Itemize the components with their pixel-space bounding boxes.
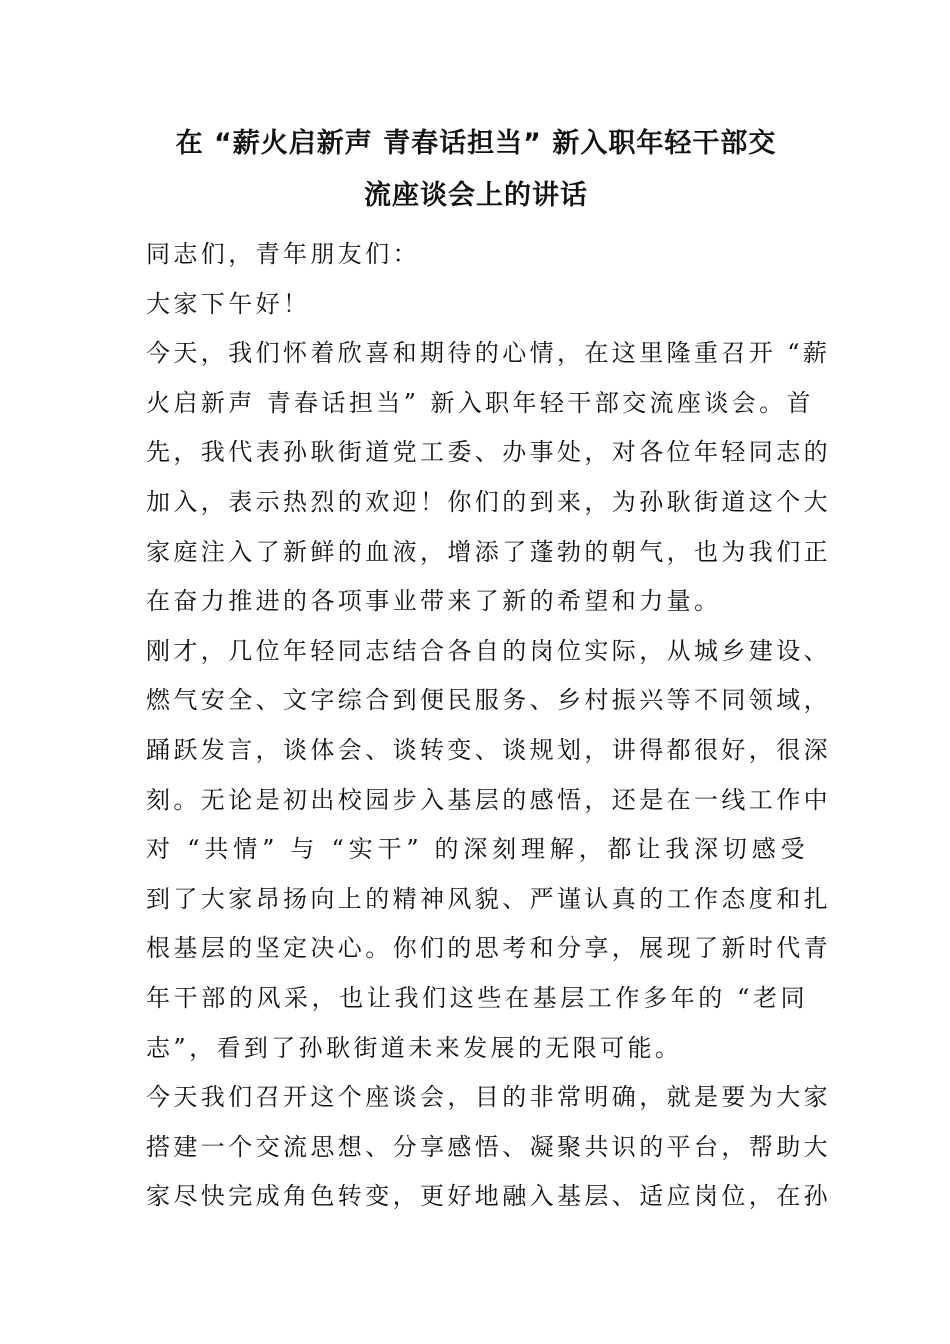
body-line: 火启新声 青春话担当” 新入职年轻干部交流座谈会。首 bbox=[146, 388, 814, 417]
body-line: 在奋力推进的各项事业带来了新的希望和力量。 bbox=[146, 587, 722, 616]
body-line: 根基层的坚定决心。你们的思考和分享，展现了新时代青 bbox=[146, 934, 831, 963]
body-line: 刚才，几位年轻同志结合各自的岗位实际，从城乡建设、 bbox=[146, 636, 831, 665]
body-line: 大家下午好！ bbox=[146, 289, 311, 318]
body-line: 燃气安全、文字综合到便民服务、乡村振兴等不同领域， bbox=[146, 686, 831, 715]
body-line: 家庭注入了新鲜的血液，增添了蓬勃的朝气，也为我们正 bbox=[146, 537, 831, 566]
body-line: 加入，表示热烈的欢迎！你们的到来，为孙耿街道这个大 bbox=[146, 487, 831, 516]
body-line: 到了大家昂扬向上的精神风貌、严谨认真的工作态度和扎 bbox=[146, 884, 831, 913]
body-line: 家尽快完成角色转变，更好地融入基层、适应岗位，在孙 bbox=[146, 1182, 831, 1211]
title-line: 流座谈会上的讲话 bbox=[364, 180, 588, 211]
body-line: 先，我代表孙耿街道党工委、办事处，对各位年轻同志的 bbox=[146, 438, 831, 467]
body-line: 踊跃发言，谈体会、谈转变、谈规划，讲得都很好，很深 bbox=[146, 735, 831, 764]
body-line: 今天，我们怀着欣喜和期待的心情，在这里隆重召开 “薪 bbox=[146, 339, 831, 368]
body-line: 对 “共情” 与 “实干” 的深刻理解，都让我深切感受 bbox=[146, 835, 808, 864]
title-line: 在 “薪火启新声 青春话担当” 新入职年轻干部交 bbox=[175, 128, 777, 159]
speech-title bbox=[146, 118, 806, 222]
body-line: 志”，看到了孙耿街道未来发展的无限可能。 bbox=[146, 1033, 683, 1062]
body-line: 刻。无论是初出校园步入基层的感悟，还是在一线工作中 bbox=[146, 785, 831, 814]
body-line: 年干部的风采，也让我们这些在基层工作多年的 “老同 bbox=[146, 983, 808, 1012]
body-line: 同志们，青年朋友们： bbox=[146, 240, 420, 268]
body-line: 搭建一个交流思想、分享感悟、凝聚共识的平台，帮助大 bbox=[146, 1132, 831, 1161]
body-line: 今天我们召开这个座谈会，目的非常明确，就是要为大家 bbox=[146, 1083, 831, 1112]
speech-body bbox=[146, 230, 831, 1222]
